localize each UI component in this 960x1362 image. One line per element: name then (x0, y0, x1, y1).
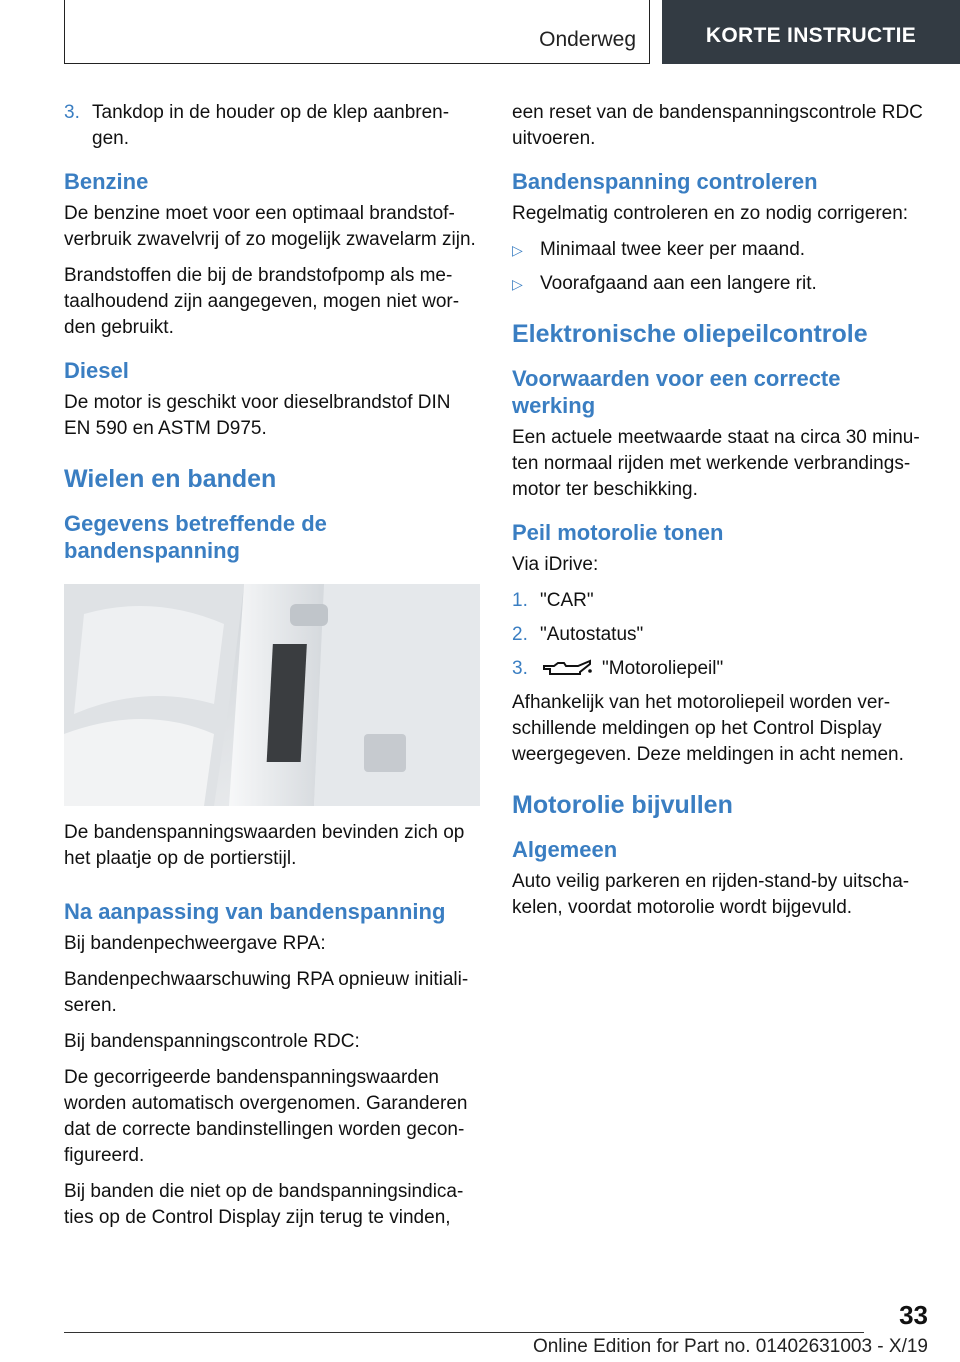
item-text: "Autostatus" (540, 624, 644, 645)
list-item (512, 622, 928, 648)
list-item (512, 588, 928, 614)
door-pillar-image (64, 584, 480, 806)
right-column (512, 100, 928, 931)
item-number: 1. (512, 590, 528, 611)
paragraph: Brandstoffen die bij de brandstofpomp als me-taalhoudend zijn aangegeven, mogen niet wor-den gebruikt. (64, 265, 460, 338)
paragraph: Bij bandenpechweergave RPA: (64, 933, 326, 954)
heading-diesel: Diesel (64, 358, 129, 383)
footer-edition: Online Edition for Part no. 01402631003 - X/19 (532, 1336, 928, 1357)
paragraph: De gecorrigeerde bandenspanningswaarden worden automatisch overgenomen. Garanderen dat de correcte bandinstellingen worden gecon-figureerd. (64, 1067, 468, 1166)
item-text: Voorafgaand aan een langere rit. (540, 273, 817, 294)
heading-wielen-en-banden: Wielen en banden (64, 465, 277, 493)
heading-voorwaarden: Voorwaarden voor een correcte werking (512, 366, 841, 418)
paragraph: een reset van de bandenspanningscontrole RDC uitvoeren. (512, 102, 923, 149)
heading-benzine: Benzine (64, 169, 149, 194)
item-text: Tankdop in de houder op de klep aanbren-gen. (92, 102, 450, 149)
oil-can-icon (540, 658, 594, 680)
page-number: 33 (899, 1300, 928, 1330)
door-pillar-illustration (64, 584, 480, 806)
paragraph: Via iDrive: (512, 554, 599, 575)
footer-divider (64, 1332, 864, 1333)
list-item (64, 100, 476, 152)
paragraph: Bij bandenspanningscontrole RDC: (64, 1031, 360, 1052)
heading-elektronische-oliepeilcontrole: Elektronische oliepeilcontrole (512, 320, 868, 348)
paragraph: Bandenpechwaarschuwing RPA opnieuw initiali-seren. (64, 969, 469, 1016)
triangle-bullet-icon: ▷ (512, 242, 523, 258)
heading-motorolie-bijvullen: Motorolie bijvullen (512, 791, 733, 819)
item-text: "Motoroliepeil" (602, 658, 724, 679)
paragraph: Auto veilig parkeren en rijden-stand-by uitscha-kelen, voordat motorolie wordt bijgevuld. (512, 871, 910, 918)
heading-gegevens-bandenspanning: Gegevens betreffende de bandenspanning (64, 511, 327, 563)
item-number: 3. (64, 102, 80, 123)
list-item (512, 237, 928, 263)
paragraph: Een actuele meetwaarde staat na circa 30 minu-ten normaal rijden met werkende verbrandings-motor ter beschikking. (512, 427, 920, 500)
list-item (512, 656, 928, 682)
item-number: 3. (512, 658, 528, 679)
paragraph: De benzine moet voor een optimaal brandstof-verbruik zwavelvrij of zo mogelijk zwavelarm zijn. (64, 203, 476, 250)
item-number: 2. (512, 624, 528, 645)
heading-peil-motorolie: Peil motorolie tonen (512, 520, 724, 545)
item-text: "CAR" (540, 590, 594, 611)
triangle-bullet-icon: ▷ (512, 276, 523, 292)
left-column (64, 100, 476, 1241)
paragraph: Regelmatig controleren en zo nodig corrigeren: (512, 203, 909, 224)
paragraph: De motor is geschikt voor dieselbrandstof DIN EN 590 en ASTM D975. (64, 392, 451, 439)
heading-bandenspanning-controleren: Bandenspanning controleren (512, 169, 818, 194)
list-item (512, 271, 928, 297)
tab-korte-instructie[interactable]: KORTE INSTRUCTIE (662, 0, 960, 64)
paragraph: Afhankelijk van het motoroliepeil worden ver-schillende meldingen op het Control Display weergegeven. Deze meldingen in acht nemen. (512, 692, 904, 765)
section-title: Onderweg (539, 28, 636, 51)
paragraph: Bij banden die niet op de bandspanningsindica-ties op de Control Display zijn terug te vinden, (64, 1181, 464, 1228)
figure-caption: De bandenspanningswaarden bevinden zich op het plaatje op de portierstijl. (64, 822, 465, 869)
heading-algemeen: Algemeen (512, 837, 618, 862)
item-text: Minimaal twee keer per maand. (540, 239, 806, 260)
heading-na-aanpassing: Na aanpassing van bandenspanning (64, 899, 446, 924)
